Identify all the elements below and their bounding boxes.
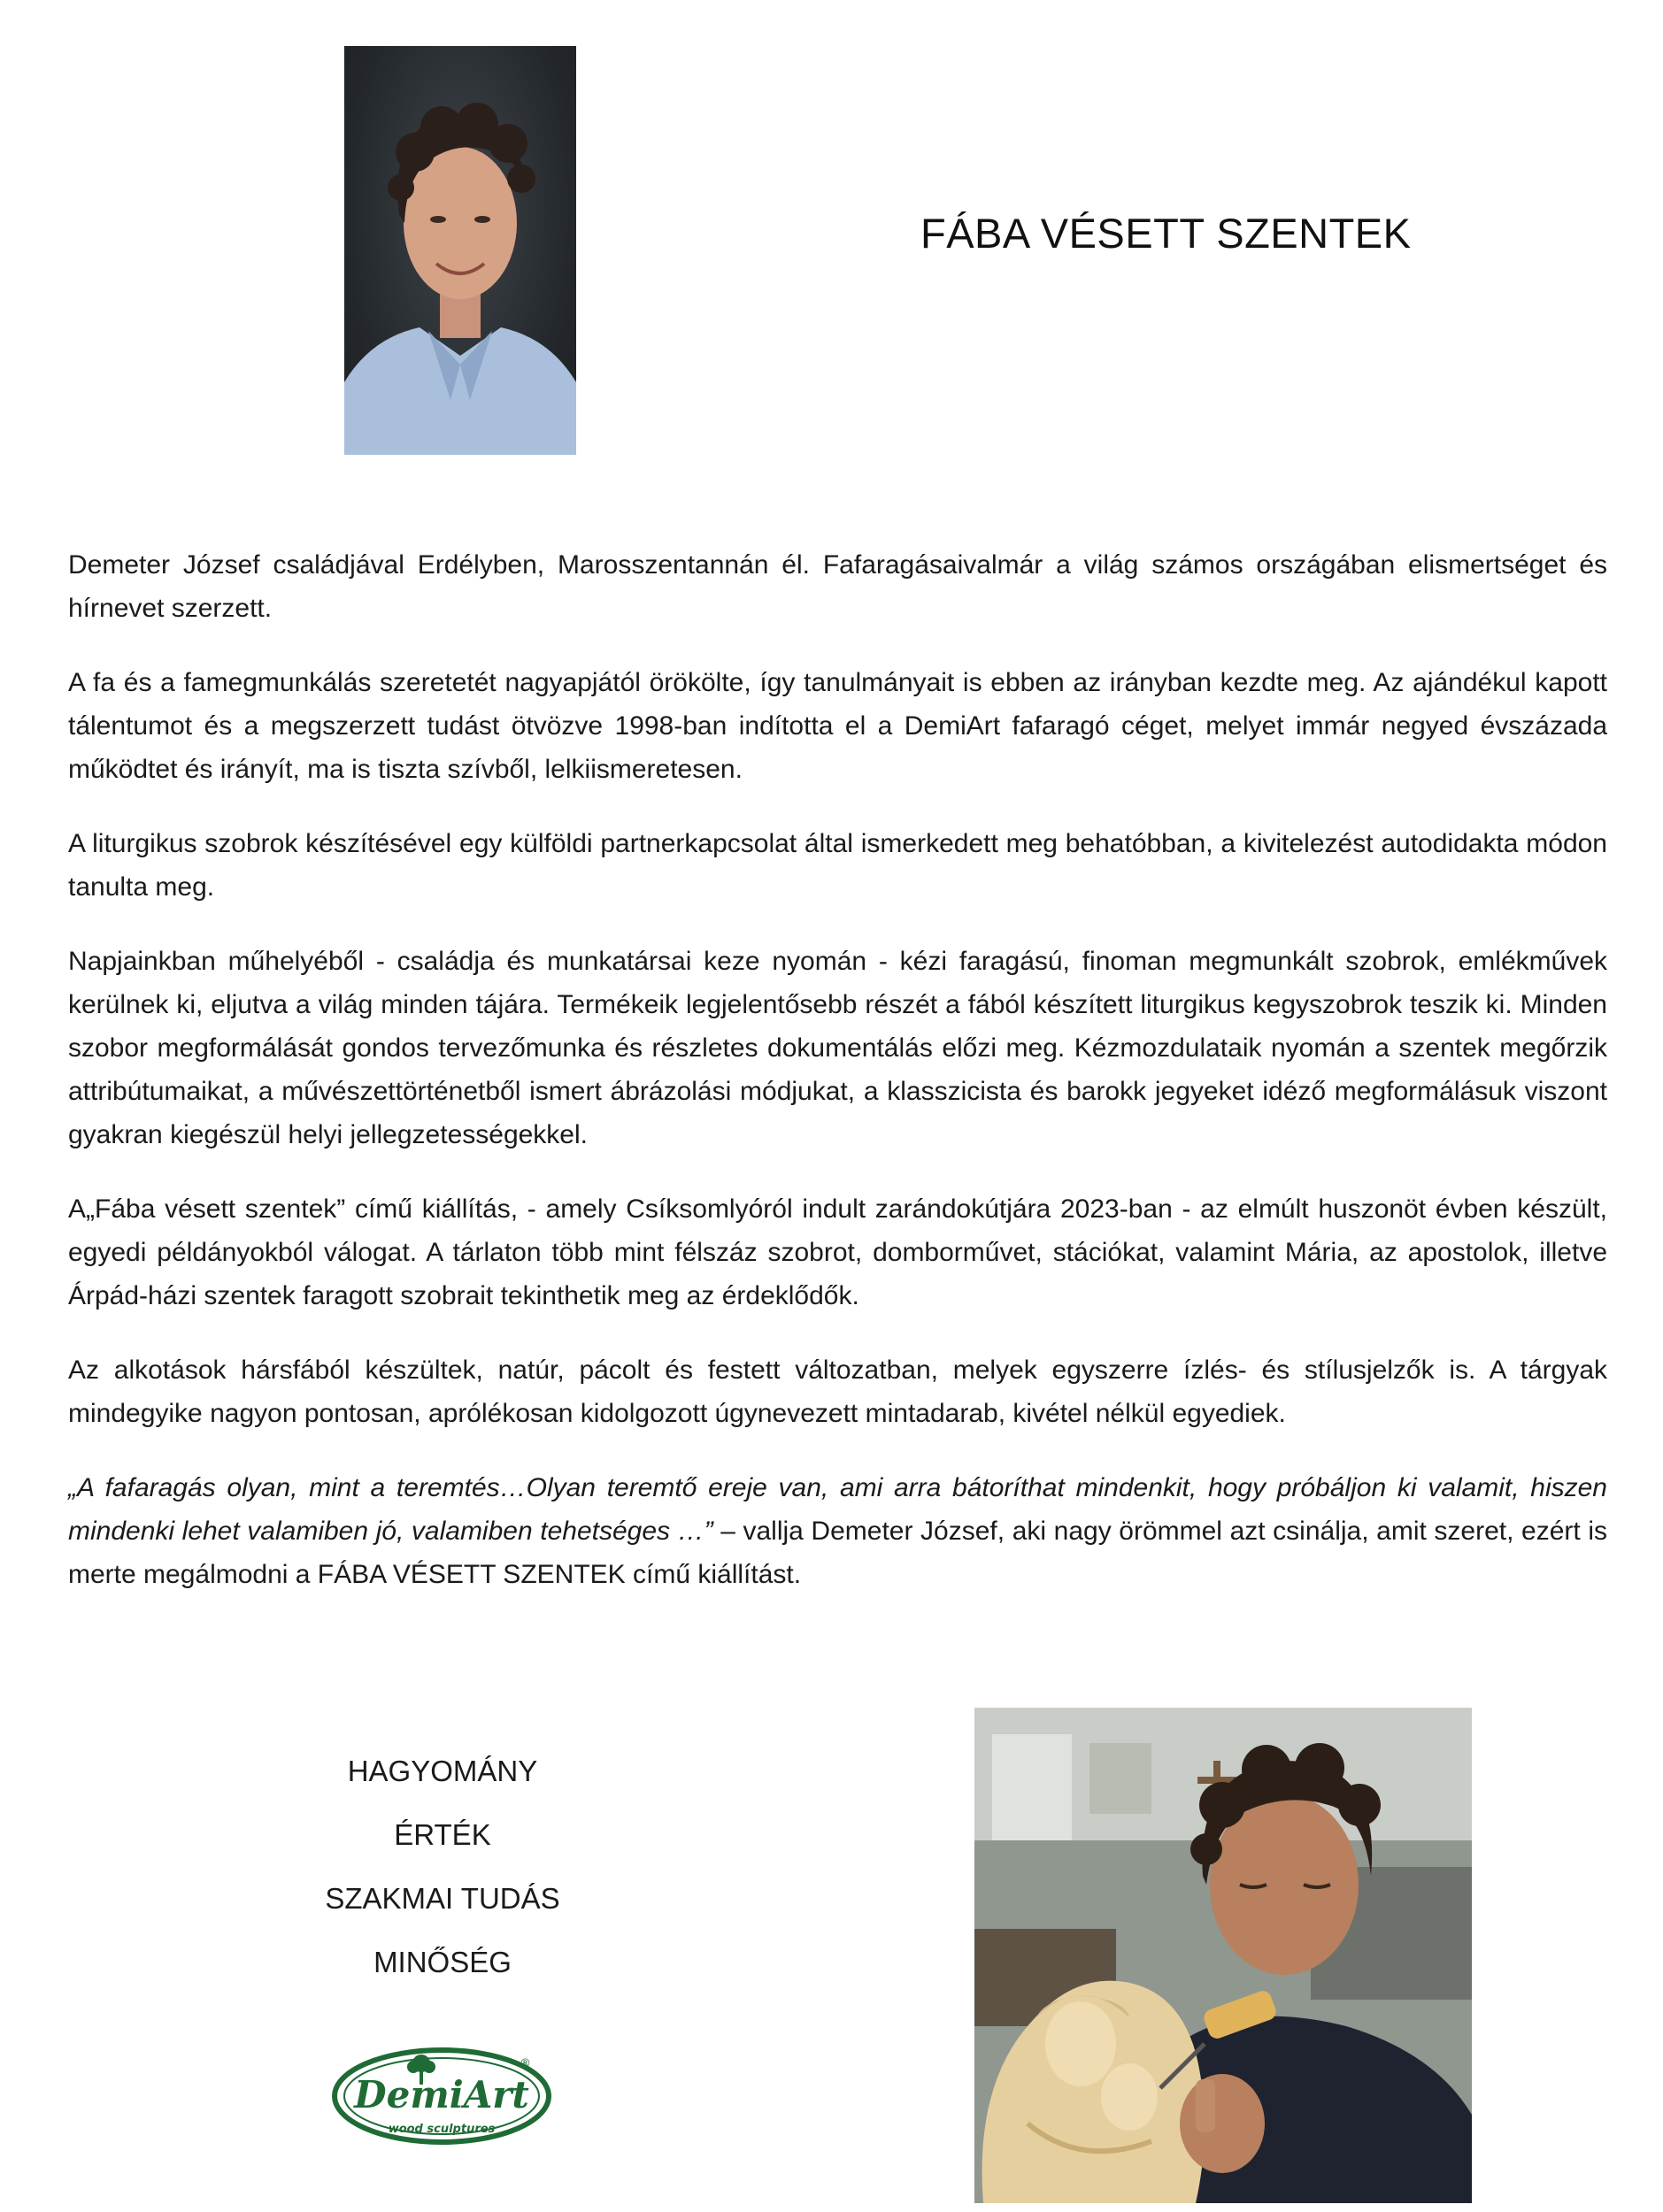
paragraph: Demeter József családjával Erdélyben, Marosszentannán él. Fafaragásaivalmár a világ számos országában elismertséget és hírnevet szerzett. [68,550,1607,623]
workshop-photo [974,1708,1472,2203]
quote-attribution: – vallja Demeter József, aki nagy örömmel azt csinálja, amit szeret, ezért is merte megálmodni a FÁBA VÉSETT SZENTEK című kiállítást. [68,1517,1607,1589]
logo-registered: ® [520,2057,531,2070]
quote-text: „A fafaragás olyan, mint a teremtés…Olyan teremtő ereje van, ami arra bátoríthat mindenkit, hogy próbáljon ki valamit, hiszen mindenki lehet valamiben jó, valamiben tehetséges …” [68,1473,1607,1546]
value-item: SZAKMAI TUDÁS [325,1882,560,1915]
logo-tagline: wood sculptures [388,2123,496,2136]
values-list [266,1745,620,2000]
value-item: ÉRTÉK [394,1818,491,1851]
document-title: FÁBA VÉSETT SZENTEK [920,210,1412,257]
paragraph: Napjainkban műhelyéből - családja és munkatársai keze nyomán - kézi faragású, finoman megmunkált szobrok, emlékművek kerülnek ki, eljutva a világ minden tájára. Termékeik legjelentősebb részét a fából készített liturgikus kegyszobrok teszik ki. Minden szobor megformálását gondos tervezőmunka és részletes dokumentálás előzi meg. Kézmozdulataik nyomán a szentek megőrzik attribútumaikat, a művészettörténetből ismert ábrázolási módjukat, a klasszicista és barokk jegyeket idéző megformálásuk viszont gyakran kiegészül helyi jellegzetességekkel. [68,947,1607,1149]
quote-paragraph [68,1466,1607,1596]
article-body [68,543,1607,1596]
portrait-photo [344,46,576,455]
logo-brand: DemiArt [354,2073,529,2116]
paragraph: Az alkotások hársfából készültek, natúr, pácolt és festett változatban, melyek egyszerre ízlés- és stílusjelzők is. A tárgyak mindegyike nagyon pontosan, aprólékosan kidolgozott úgynevezett mintadarab, kivétel nélkül egyediek. [68,1356,1607,1428]
value-item: HAGYOMÁNY [347,1755,538,1787]
paragraph: A fa és a famegmunkálás szeretetét nagyapjától örökölte, így tanulmányait is ebben az irányban kezdte meg. Az ajándékul kapott tálentumot és a megszerzett tudást ötvözve 1998-ban indította el a DemiArt fafaragó céget, melyet immár negyed évszázada működtet és irányít, ma is tiszta szívből, lelkiismeretesen. [68,668,1607,784]
value-item: MINŐSÉG [373,1946,512,1978]
paragraph: A liturgikus szobrok készítésével egy külföldi partnerkapcsolat által ismerkedett meg behatóbban, a kivitelezést autodidakta módon tanulta meg. [68,829,1607,902]
demiart-logo [331,2046,552,2147]
paragraph: A„Fába vésett szentek” című kiállítás, - amely Csíksomlyóról indult zarándokútjára 2023-ban - az elmúlt huszonöt évben készült, egyedi példányokból válogat. A tárlaton több mint félszáz szobrot, domborművet, stációkat, valamint Mária, az apostolok, illetve Árpád-házi szentek faragott szobrait tekinthetik meg az érdeklődők. [68,1194,1607,1310]
